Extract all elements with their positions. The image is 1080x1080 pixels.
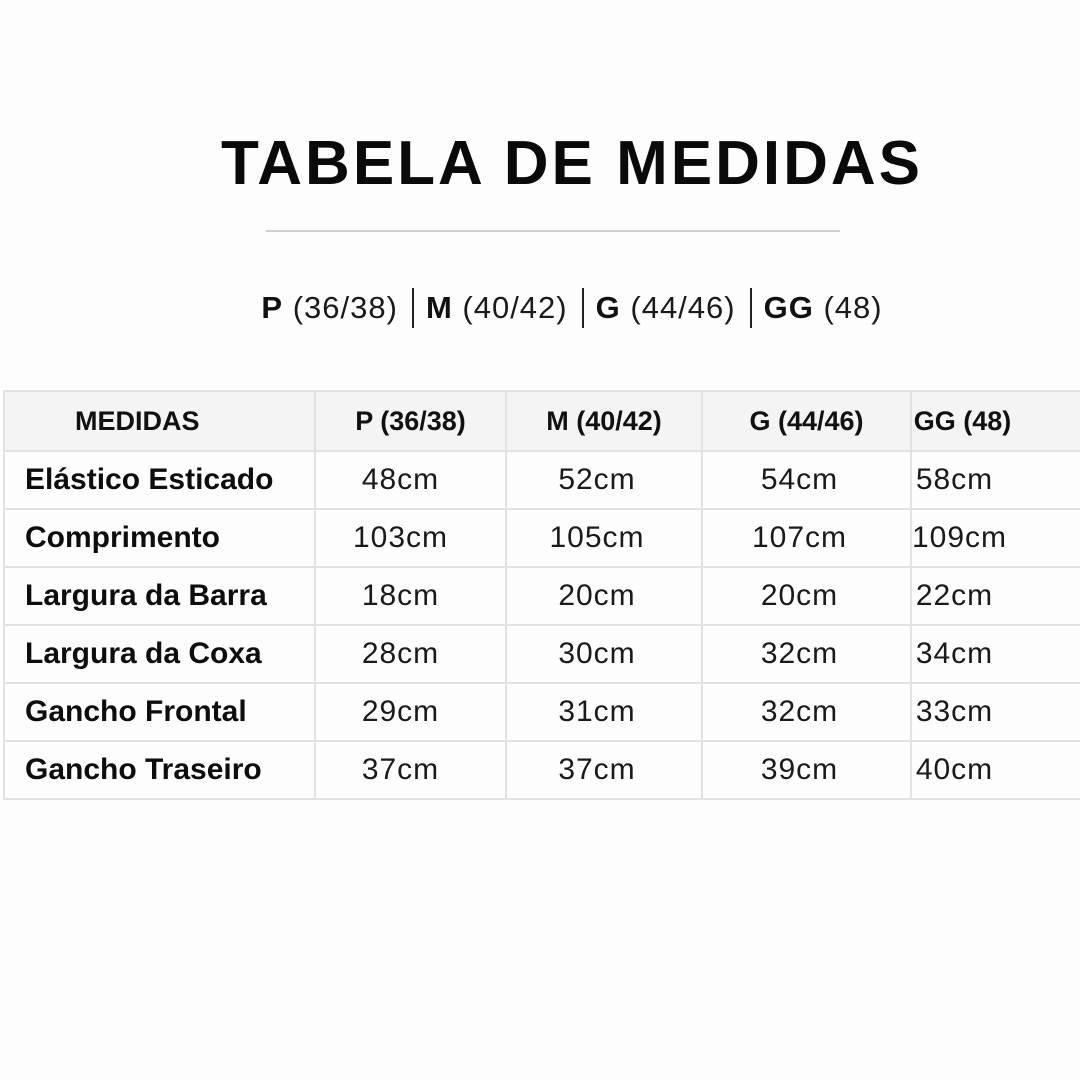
legend-separator bbox=[582, 288, 584, 328]
table-cell: 52cm bbox=[506, 451, 702, 509]
table-row bbox=[4, 683, 1080, 741]
table-cell: 109cm bbox=[911, 509, 1080, 567]
table-row bbox=[4, 625, 1080, 683]
table-cell: 20cm bbox=[702, 567, 911, 625]
table-cell: 30cm bbox=[506, 625, 702, 683]
table-cell: 31cm bbox=[506, 683, 702, 741]
table-cell: 28cm bbox=[315, 625, 506, 683]
table-row bbox=[4, 741, 1080, 799]
size-range: (48) bbox=[823, 290, 883, 325]
table-row bbox=[4, 509, 1080, 567]
size-range: (44/46) bbox=[630, 290, 736, 325]
table-cell: 40cm bbox=[911, 741, 1080, 799]
size-legend-item-p bbox=[261, 290, 398, 325]
table-cell: 103cm bbox=[315, 509, 506, 567]
table-cell: 32cm bbox=[702, 625, 911, 683]
size-legend-item-gg bbox=[764, 290, 883, 325]
table-cell: 54cm bbox=[702, 451, 911, 509]
table-cell: 34cm bbox=[911, 625, 1080, 683]
table-cell: 22cm bbox=[911, 567, 1080, 625]
column-header-size-gg: GG (48) bbox=[911, 391, 1080, 451]
size-range: (36/38) bbox=[292, 290, 398, 325]
table-cell: 39cm bbox=[702, 741, 911, 799]
table-cell: 37cm bbox=[315, 741, 506, 799]
row-label: Gancho Traseiro bbox=[4, 741, 315, 799]
column-header-size-p: P (36/38) bbox=[315, 391, 506, 451]
size-legend-item-m bbox=[426, 290, 568, 325]
table-row bbox=[4, 567, 1080, 625]
table-cell: 48cm bbox=[315, 451, 506, 509]
size-code: M bbox=[425, 290, 453, 325]
table-cell: 29cm bbox=[315, 683, 506, 741]
legend-separator bbox=[750, 288, 752, 328]
table-row bbox=[4, 451, 1080, 509]
legend-separator bbox=[412, 288, 414, 328]
column-header-size-m: M (40/42) bbox=[506, 391, 702, 451]
size-legend-item-g bbox=[596, 290, 736, 325]
size-range: (40/42) bbox=[462, 290, 568, 325]
table-cell: 20cm bbox=[506, 567, 702, 625]
table-cell: 32cm bbox=[702, 683, 911, 741]
column-header-measures: MEDIDAS bbox=[4, 391, 315, 451]
table-cell: 33cm bbox=[911, 683, 1080, 741]
row-label: Comprimento bbox=[4, 509, 315, 567]
row-label: Largura da Coxa bbox=[4, 625, 315, 683]
table-cell: 58cm bbox=[911, 451, 1080, 509]
table-cell: 105cm bbox=[506, 509, 702, 567]
table-cell: 107cm bbox=[702, 509, 911, 567]
row-label: Gancho Frontal bbox=[4, 683, 315, 741]
title-divider bbox=[266, 230, 840, 232]
row-label: Elástico Esticado bbox=[4, 451, 315, 509]
table-cell: 18cm bbox=[315, 567, 506, 625]
column-header-size-g: G (44/46) bbox=[702, 391, 911, 451]
size-code: GG bbox=[763, 290, 814, 325]
size-code: G bbox=[595, 290, 621, 325]
size-code: P bbox=[261, 290, 284, 325]
size-legend bbox=[0, 286, 1080, 332]
row-label: Largura da Barra bbox=[4, 567, 315, 625]
table-cell: 37cm bbox=[506, 741, 702, 799]
measurements-table bbox=[3, 390, 1080, 800]
table-header-row bbox=[4, 391, 1080, 451]
page-title: TABELA DE MEDIDAS bbox=[221, 129, 923, 198]
